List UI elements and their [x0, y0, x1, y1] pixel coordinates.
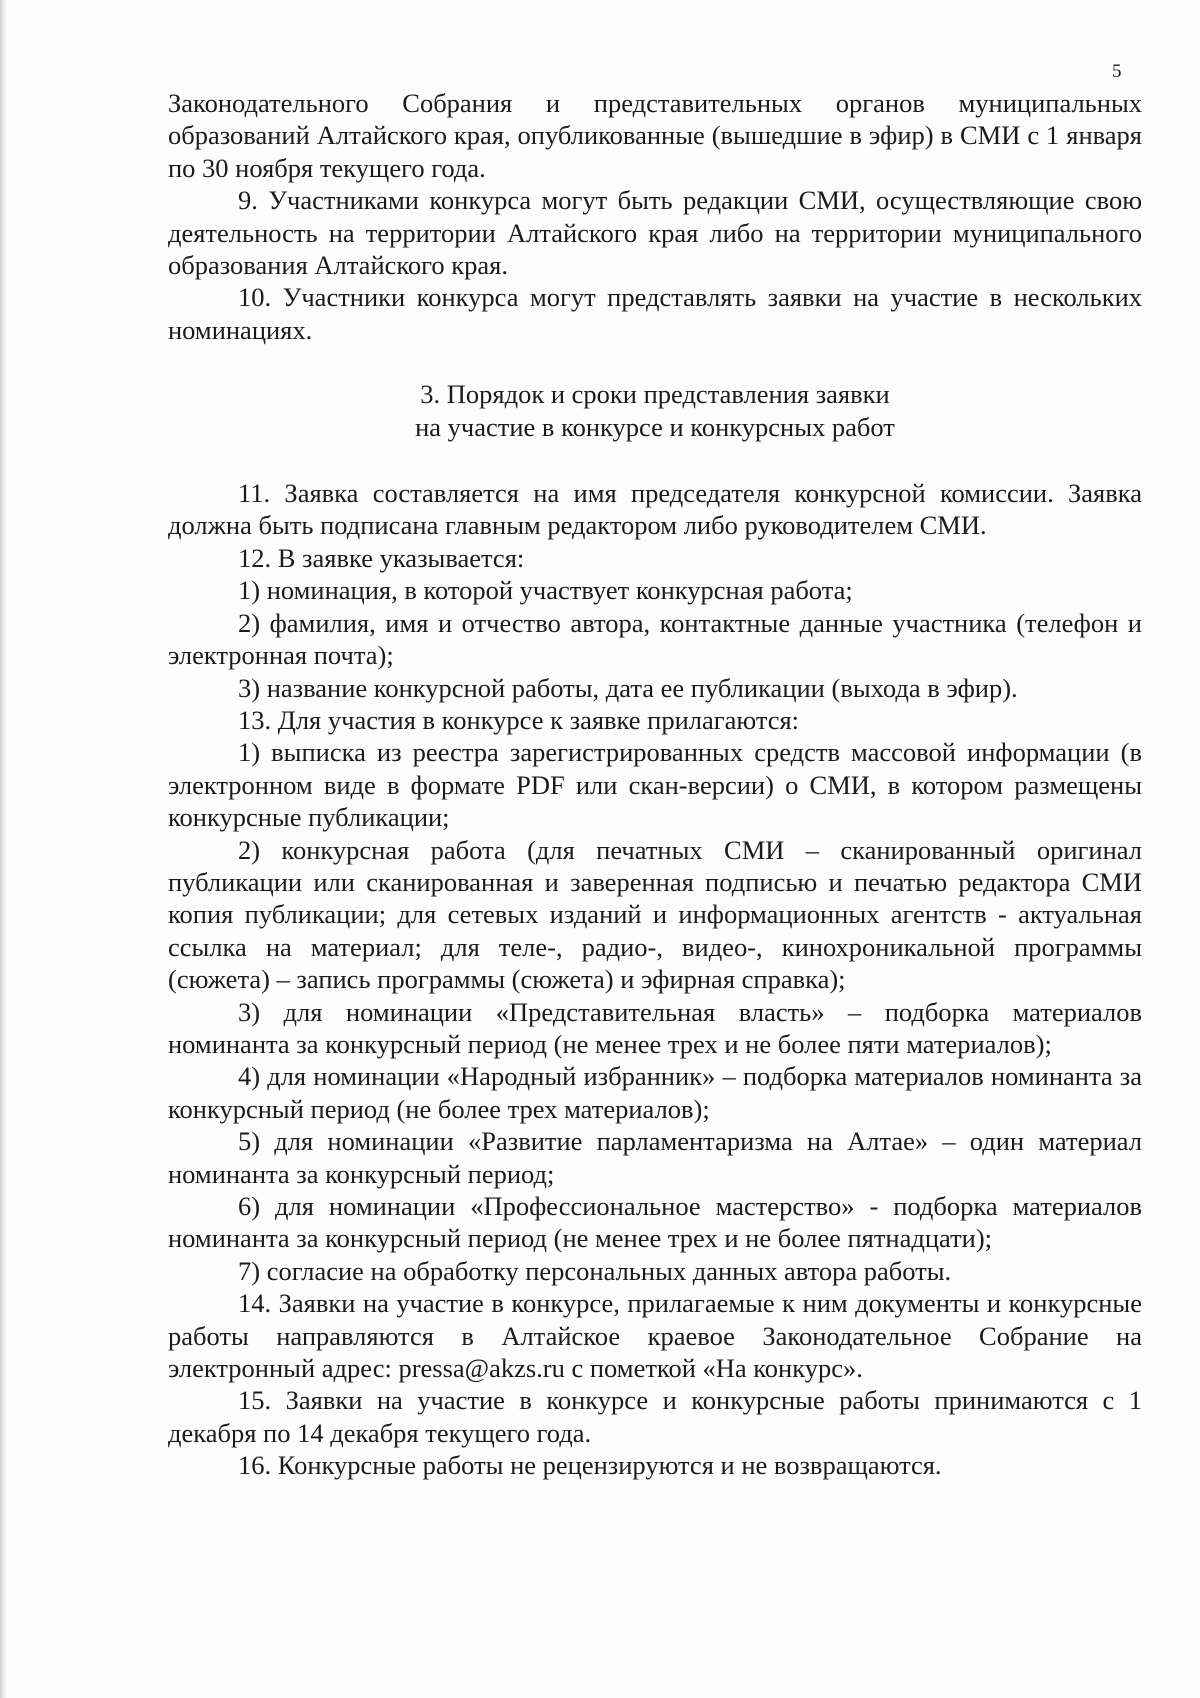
paragraph-14: 14. Заявки на участие в конкурсе, прилагаемые к ним документы и конкурсные работы направляются в Алтайское краевое Законодательное Собрание на электронный адрес: pressa@akzs.ru с пометкой «На конкурс».	[168, 1288, 1142, 1384]
section-heading-line-1: 3. Порядок и сроки представления заявки	[420, 379, 890, 410]
paragraph-13-item-7: 7) согласие на обработку персональных данных автора работы.	[238, 1255, 952, 1286]
paragraph-13-item-6: 6) для номинации «Профессиональное мастерство» - подборка материалов номинанта за конкурсный период (не менее трех и не более пятнадцати);	[168, 1191, 1142, 1254]
document-body	[168, 87, 1142, 1482]
paragraph-13-item-1: 1) выписка из реестра зарегистрированных средств массовой информации (в электронном виде в формате PDF или скан-версии) о СМИ, в котором размещены конкурсные публикации;	[168, 737, 1142, 833]
paragraph-12-item-3: 3) название конкурсной работы, дата ее публикации (выхода в эфир).	[238, 672, 1018, 703]
paragraph-9: 9. Участниками конкурса могут быть редакции СМИ, осуществляющие свою деятельность на территории Алтайского края либо на территории муниципального образования Алтайского края.	[168, 185, 1142, 281]
paragraph-11: 11. Заявка составляется на имя председателя конкурсной комиссии. Заявка должна быть подписана главным редактором либо руководителем СМИ.	[168, 478, 1142, 541]
paragraph-13-item-5: 5) для номинации «Развитие парламентаризма на Алтае» – один материал номинанта за конкурсный период;	[168, 1126, 1142, 1189]
paragraph-12: 12. В заявке указывается:	[238, 542, 525, 573]
page-number: 5	[1112, 61, 1122, 82]
paragraph-10: 10. Участники конкурса могут представлять заявки на участие в нескольких номинациях.	[168, 282, 1142, 345]
paragraph-12-item-1: 1) номинация, в которой участвует конкурсная работа;	[238, 575, 853, 606]
paragraph-13: 13. Для участия в конкурсе к заявке прилагаются:	[238, 704, 800, 735]
paragraph-15: 15. Заявки на участие в конкурсе и конкурсные работы принимаются с 1 декабря по 14 декабря текущего года.	[168, 1385, 1142, 1448]
paragraph-13-item-3: 3) для номинации «Представительная власть» – подборка материалов номинанта за конкурсный период (не менее трех и не более пяти материалов);	[168, 996, 1142, 1059]
paragraph-continuation: Законодательного Собрания и представительных органов муниципальных образований Алтайского края, опубликованные (вышедшие в эфир) в СМИ с 1 января по 30 ноября текущего года.	[168, 88, 1142, 183]
section-heading	[168, 378, 1142, 443]
paragraph-13-item-4: 4) для номинации «Народный избранник» – подборка материалов номинанта за конкурсный период (не более трех материалов);	[168, 1061, 1142, 1124]
section-heading-line-2: на участие в конкурсе и конкурсных работ	[415, 411, 895, 442]
paragraph-16: 16. Конкурсные работы не рецензируются и не возвращаются.	[238, 1450, 942, 1481]
paragraph-13-item-2: 2) конкурсная работа (для печатных СМИ – сканированный оригинал публикации или сканированная и заверенная подписью и печатью редактора СМИ копия публикации; для сетевых изданий и информационных агентств - актуальная ссылка на материал; для теле-, радио-, видео-, кинохроникальной программы (сюжета) – запись программы (сюжета) и эфирная справка);	[168, 834, 1142, 995]
scan-edge-shadow	[0, 0, 7, 1698]
paragraph-12-item-2: 2) фамилия, имя и отчество автора, контактные данные участника (телефон и электронная почта);	[168, 607, 1142, 671]
